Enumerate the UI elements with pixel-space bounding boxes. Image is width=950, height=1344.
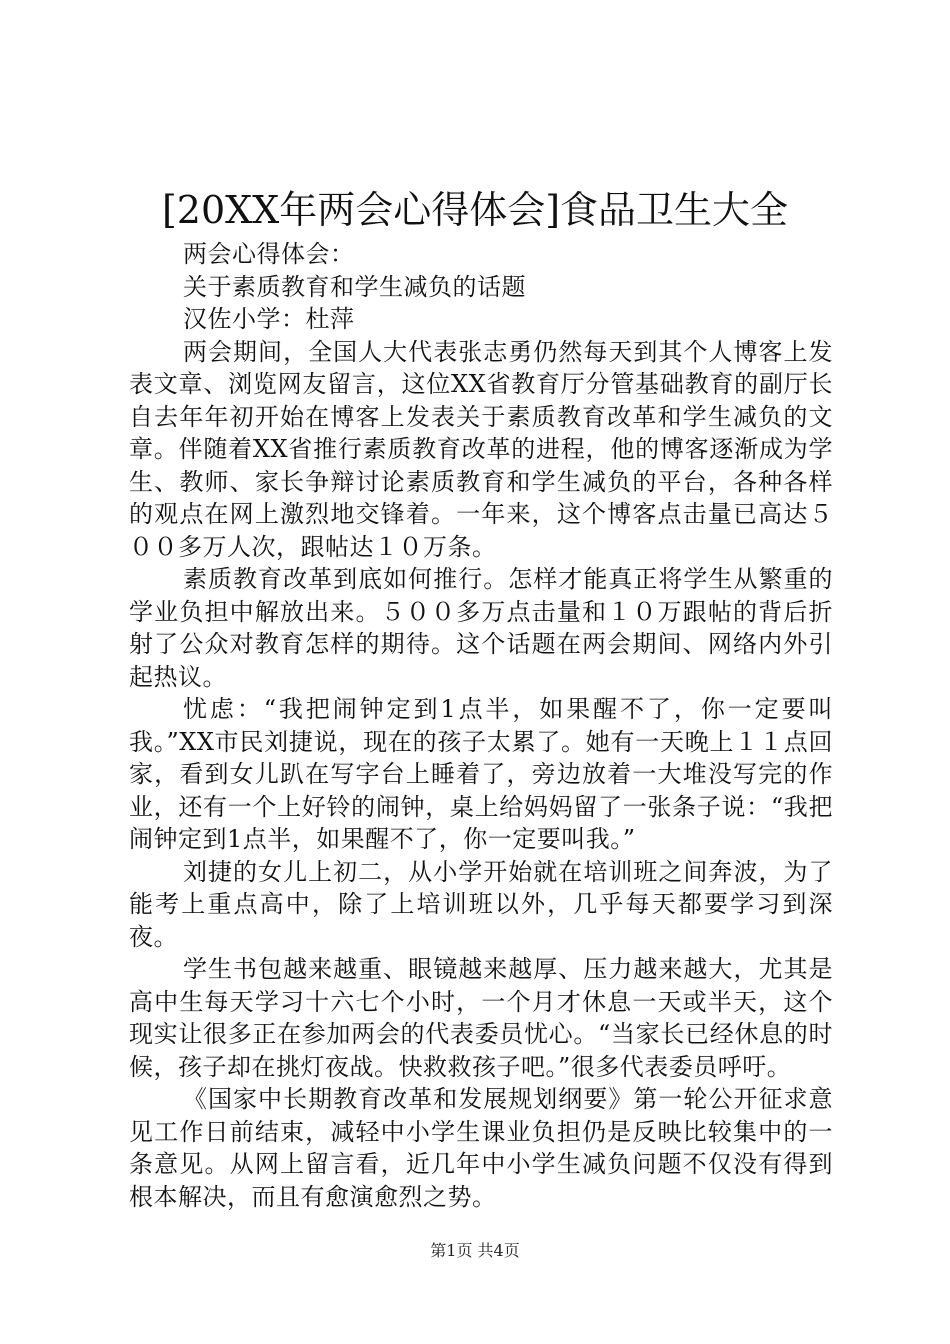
paragraph: 学生书包越来越重、眼镜越来越厚、压力越来越大，尤其是高中生每天学习十六七个小时，一个月才休息一天或半天，这个现实让很多正在参加两会的代表委员忧心。“当家长已经休息的时候，孩子却在挑灯夜战。快救救孩子吧。”很多代表委员呼吁。 xyxy=(129,955,833,1081)
document-title: [20XX年两会心得体会]食品卫生大全 xyxy=(161,188,789,232)
paragraph: 忧虑：“我把闹钟定到1点半，如果醒不了，你一定要叫我。”XX市民刘捷说，现在的孩子太累了。她有一天晚上１１点回家，看到女儿趴在写字台上睡着了，旁边放着一大堆没写完的作业，还有一个上好铃的闹钟，桌上给妈妈留了一张条子说：“我把闹钟定到1点半，如果醒不了，你一定要叫我。” xyxy=(129,695,833,853)
paragraph: 刘捷的女儿上初二，从小学开始就在培训班之间奔波，为了能考上重点高中，除了上培训班以外，几乎每天都要学习到深夜。 xyxy=(129,857,833,951)
paragraph-topic: 关于素质教育和学生减负的话题 xyxy=(183,272,526,301)
paragraph: 两会期间，全国人大代表张志勇仍然每天到其个人博客上发表文章、浏览网友留言，这位XX省教育厅分管基础教育的副厅长自去年年初开始在博客上发表关于素质教育改革和学生减负的文章。伴随着XX省推行素质教育改革的进程，他的博客逐渐成为学生、教师、家长争辩讨论素质教育和学生减负的平台，各种各样的观点在网上激烈地交锋着。一年来，这个博客点击量已高达５００多万人次，跟帖达１０万条。 xyxy=(129,337,833,561)
page-footer: 第1页 共4页 xyxy=(430,1241,520,1260)
paragraph: 素质教育改革到底如何推行。怎样才能真正将学生从繁重的学业负担中解放出来。５００多万点击量和１０万跟帖的背后折射了公众对教育怎样的期待。这个话题在两会期间、网络内外引起热议。 xyxy=(129,565,833,691)
paragraph: 《国家中长期教育改革和发展规划纲要》第一轮公开征求意见工作日前结束，减轻中小学生课业负担仍是反映比较集中的一条意见。从网上留言看，近几年中小学生减负问题不仅没有得到根本解决，而且有愈演愈烈之势。 xyxy=(129,1085,833,1211)
paragraph-heading: 两会心得体会： xyxy=(183,240,355,268)
paragraph-author: 汉佐小学：杜萍 xyxy=(183,305,355,333)
document-body xyxy=(129,238,833,1213)
